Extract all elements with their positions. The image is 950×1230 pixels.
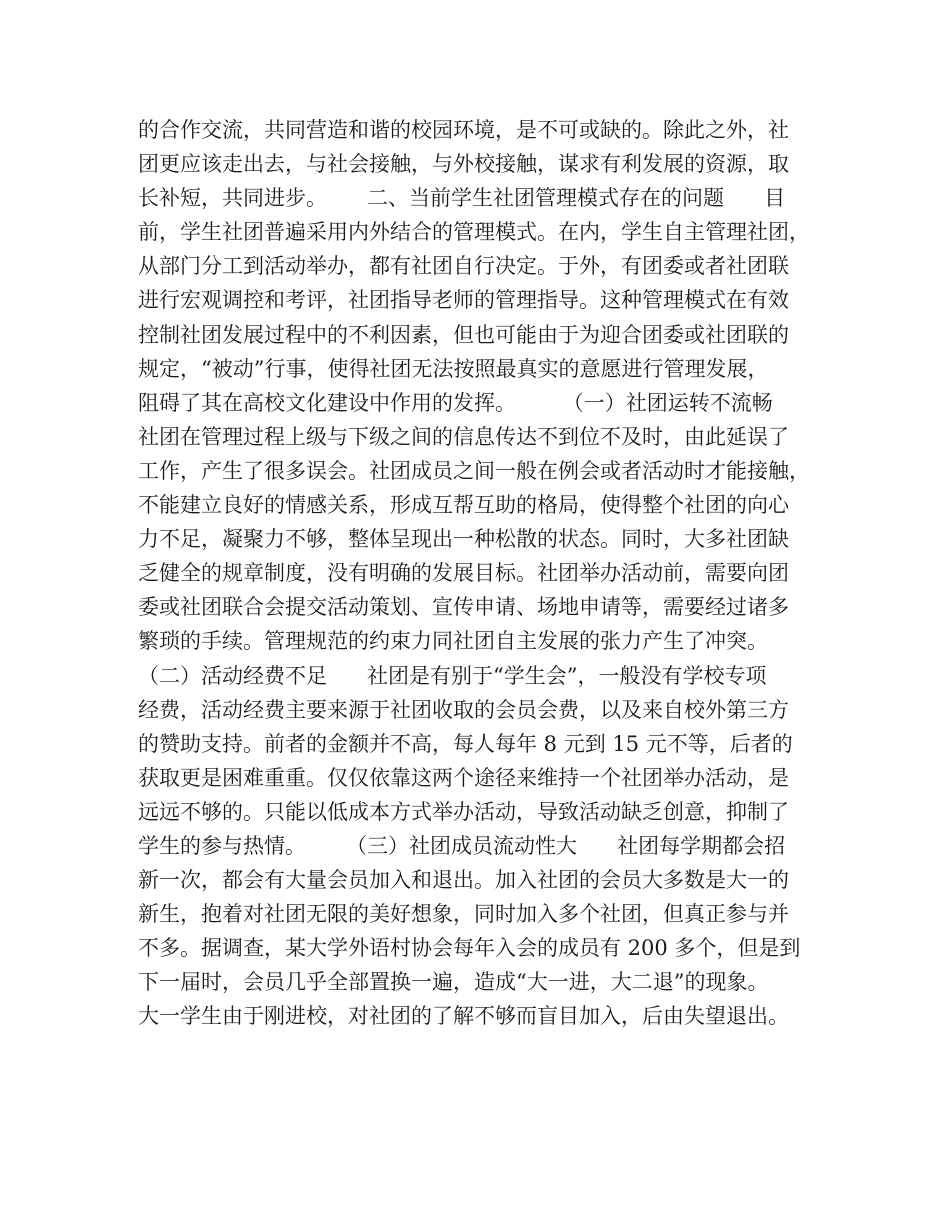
text-line: 社团在管理过程上级与下级之间的信息传达不到位不及时，由此延误了 [138,424,789,449]
text-line: 的合作交流，共同营造和谐的校园环境，是不可或缺的。除此之外，社 [138,118,789,142]
text-line: 获取更是困难重重。仅仅依靠这两个途径来维持一个社团举办活动，是 [138,765,789,790]
text-line: 乏健全的规章制度，没有明确的发展目标。社团举办活动前，需要向团 [138,561,789,586]
text-line: 长补短，共同进步。 二、当前学生社团管理模式存在的问题 目 [138,186,786,211]
text-line: 从部门分工到活动举办，都有社团自行决定。于外，有团委或者社团联 [138,254,789,279]
text-line: 前，学生社团普遍采用内外结合的管理模式。在内，学生自主管理社团， [138,220,810,245]
text-line: （二）活动经费不足 社团是有别于“学生会”，一般没有学校专项 [138,663,767,688]
text-line: 规定，“被动”行事，使得社团无法按照最真实的意愿进行管理发展， [138,356,769,381]
text-line: 大一学生由于刚进校，对社团的了解不够而盲目加入，后由失望退出。 [138,1004,789,1029]
text-line: 远远不够的。只能以低成本方式举办活动，导致活动缺乏创意，抑制了 [138,799,789,824]
text-line: 学生的参与热情。 （三）社团成员流动性大 社团每学期都会招 [138,833,786,858]
text-line: 不多。据调查，某大学外语村协会每年入会的成员有 200 多个，但是到 [138,936,801,961]
text-line: 繁琐的手续。管理规范的约束力同社团自主发展的张力产生了冲突。 [138,629,768,654]
text-line: 委或社团联合会提交活动策划、宣传申请、场地申请等，需要经过诸多 [138,595,789,620]
body-text [138,113,828,1034]
text-line: 力不足，凝聚力不够，整体呈现出一种松散的状态。同时，大多社团缺 [138,527,789,552]
text-line: 新生，抱着对社团无限的美好想象，同时加入多个社团，但真正参与并 [138,902,789,927]
text-line: 不能建立良好的情感关系，形成互帮互助的格局，使得整个社团的向心 [138,493,789,518]
text-line: 新一次，都会有大量会员加入和退出。加入社团的会员大多数是大一的 [138,868,789,893]
text-line: 的赞助支持。前者的金额并不高，每人每年 8 元到 15 元不等，后者的 [138,731,793,756]
text-line: 下一届时，会员几乎全部置换一遍，造成“大一进，大二退”的现象。 [138,970,769,995]
text-line: 经费，活动经费主要来源于社团收取的会员会费，以及来自校外第三方 [138,697,789,722]
text-line: 工作，产生了很多误会。社团成员之间一般在例会或者活动时才能接触， [138,458,810,483]
text-line: 进行宏观调控和考评，社团指导老师的管理指导。这种管理模式在有效 [138,288,789,313]
text-line: 阻碍了其在高校文化建设中作用的发挥。 （一）社团运转不流畅 [138,390,773,415]
text-line: 团更应该走出去，与社会接触，与外校接触，谋求有利发展的资源，取 [138,152,789,177]
text-line: 控制社团发展过程中的不利因素，但也可能由于为迎合团委或社团联的 [138,322,789,347]
